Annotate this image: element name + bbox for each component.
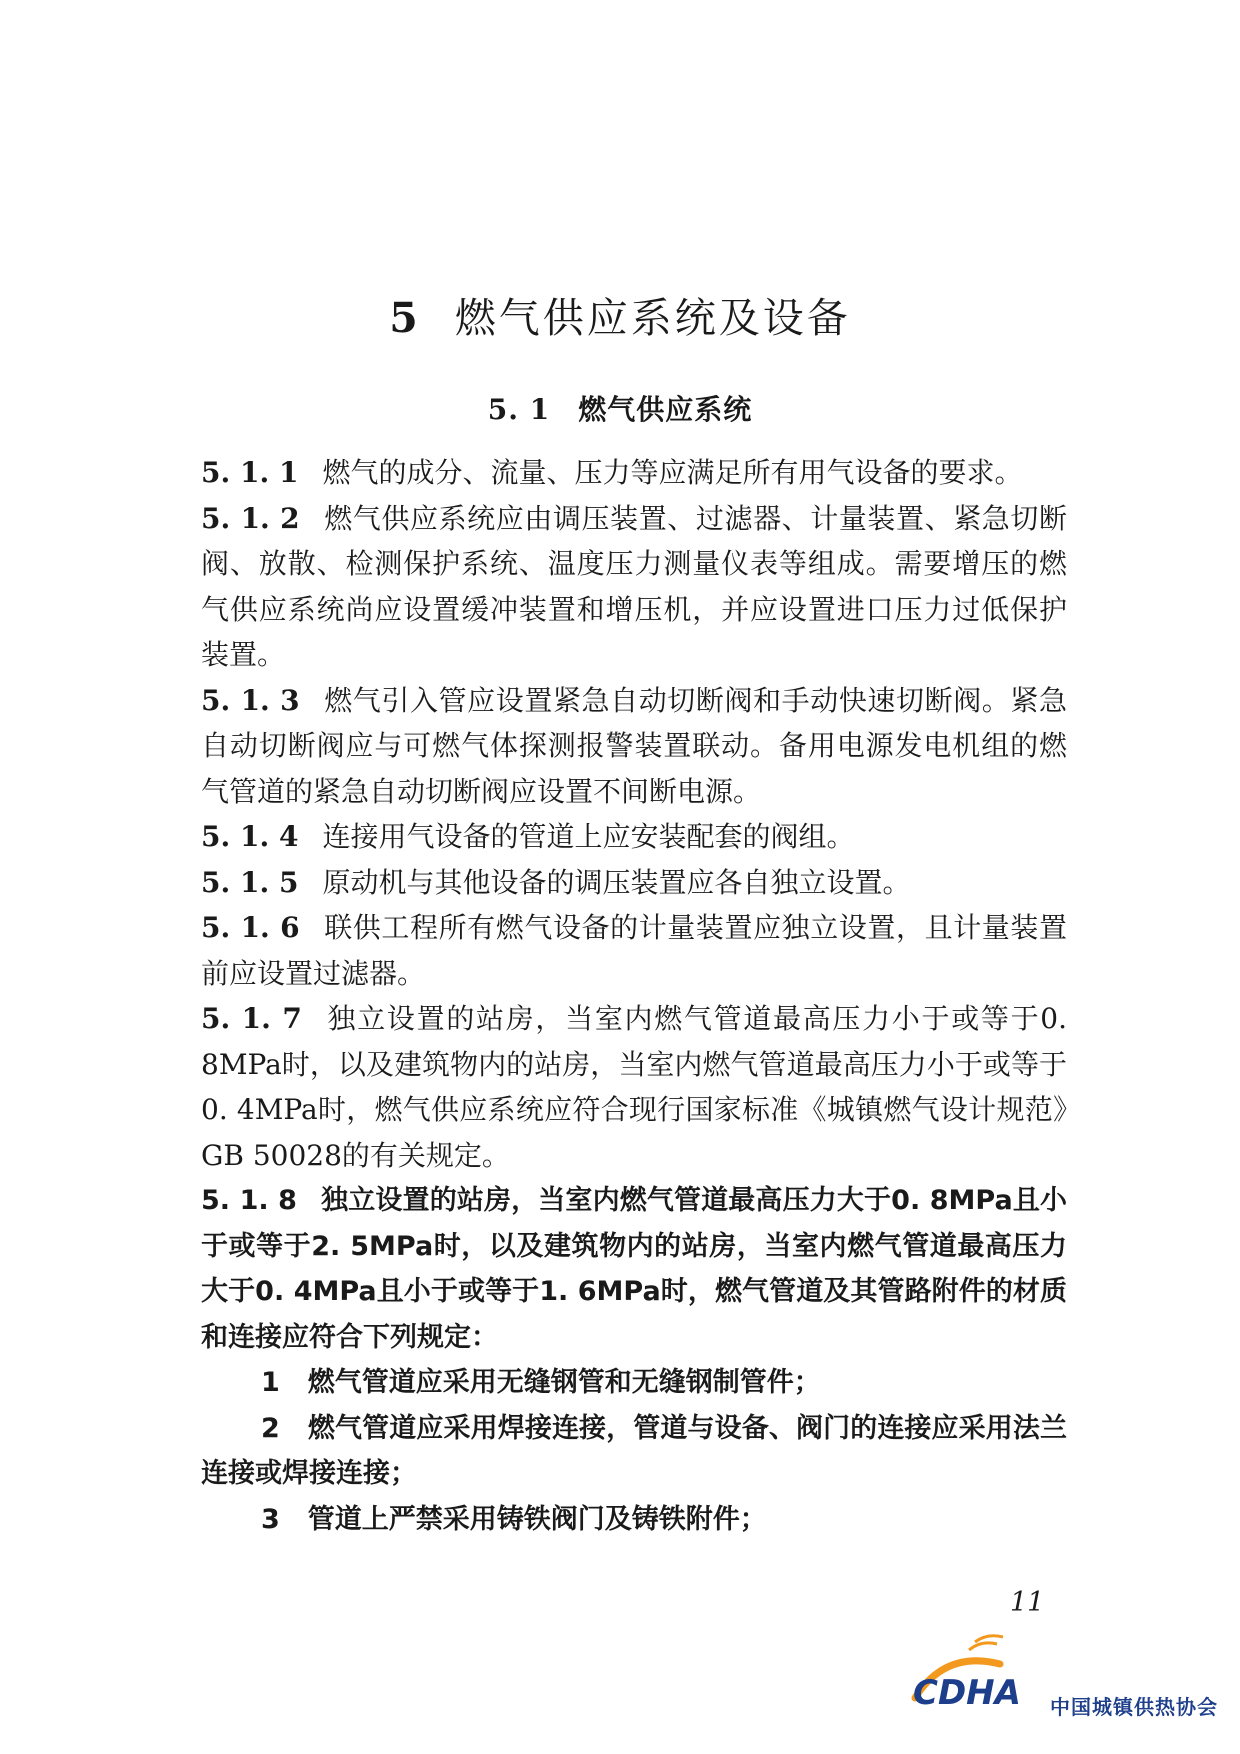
item-text: 燃气管道应采用无缝钢管和无缝钢制管件； bbox=[307, 1367, 821, 1398]
logo-heat-wave-icon bbox=[969, 1643, 997, 1650]
clause-text: 原动机与其他设备的调压装置应各自独立设置。 bbox=[322, 865, 911, 899]
list-item bbox=[201, 1360, 1067, 1406]
clause-number: 5. 1. 6 bbox=[201, 911, 300, 944]
body-text bbox=[201, 450, 1067, 1542]
chapter-number: 5 bbox=[389, 294, 421, 342]
page-number: 11 bbox=[1010, 1587, 1045, 1618]
section-title bbox=[0, 388, 1240, 428]
clause-number: 5. 1. 4 bbox=[201, 820, 299, 853]
clause-number: 5. 1. 7 bbox=[201, 1002, 302, 1035]
clause bbox=[201, 496, 1067, 678]
clause-number: 5. 1. 1 bbox=[201, 456, 299, 489]
chapter-title-text: 燃气供应系统及设备 bbox=[454, 294, 851, 342]
clause-number: 5. 1. 2 bbox=[201, 501, 300, 535]
clause-mandatory bbox=[201, 1178, 1067, 1360]
item-number: 2 bbox=[261, 1412, 280, 1444]
item-text: 管道上严禁采用铸铁阀门及铸铁附件； bbox=[307, 1503, 767, 1535]
chapter-title bbox=[0, 285, 1240, 344]
clause bbox=[201, 905, 1067, 996]
clause-text: 燃气供应系统应由调压装置、过滤器、计量装置、紧急切断阀、放散、检测保护系统、温度压力测量仪表等组成。需要增压的燃气供应系统尚应设置缓冲装置和增压机，并应设置进口压力过低保护装置。 bbox=[201, 501, 1067, 671]
clause bbox=[201, 450, 1067, 496]
clause bbox=[201, 678, 1067, 815]
clause-number: 5. 1. 5 bbox=[201, 865, 299, 899]
clause-number: 5. 1. 8 bbox=[201, 1185, 297, 1216]
clause-text: 燃气引入管应设置紧急自动切断阀和手动快速切断阀。紧急自动切断阀应与可燃气体探测报警装置联动。备用电源发电机组的燃气管道的紧急自动切断阀应设置不间断电源。 bbox=[201, 683, 1067, 808]
clause-text: 燃气的成分、流量、压力等应满足所有用气设备的要求。 bbox=[322, 456, 1023, 489]
clause-text: 独立设置的站房，当室内燃气管道最高压力大于0. 8MPa且小于或等于2. 5MPa时，以及建筑物内的站房，当室内燃气管道最高压力大于0. 4MPa且小于或等于1. 6MPa时，燃气管道及其管路附件的材质和连接应符合下列规定： bbox=[201, 1185, 1067, 1353]
item-number: 3 bbox=[261, 1503, 280, 1535]
item-text: 燃气管道应采用焊接连接，管道与设备、阀门的连接应采用法兰连接或焊接连接； bbox=[201, 1412, 1067, 1489]
clause bbox=[201, 860, 1067, 906]
list-item bbox=[201, 1497, 1067, 1543]
logo-mark-text: CDHA bbox=[913, 1673, 1021, 1710]
clause-number: 5. 1. 3 bbox=[201, 683, 300, 717]
logo-heat-wave-icon bbox=[975, 1636, 1003, 1642]
clause-text: 联供工程所有燃气设备的计量装置应独立设置，且计量装置前应设置过滤器。 bbox=[201, 911, 1067, 990]
item-number: 1 bbox=[261, 1367, 280, 1398]
clause-text: 连接用气设备的管道上应安装配套的阀组。 bbox=[322, 820, 855, 853]
clause bbox=[201, 996, 1067, 1178]
association-name: 中国城镇供热协会 bbox=[1050, 1695, 1218, 1719]
section-title-text: 燃气供应系统 bbox=[578, 393, 753, 426]
list-item bbox=[201, 1406, 1067, 1497]
section-number: 5. 1 bbox=[487, 393, 551, 426]
clause-text: 独立设置的站房，当室内燃气管道最高压力小于或等于0. 8MPa时，以及建筑物内的站房，当室内燃气管道最高压力小于或等于0. 4MPa时，燃气供应系统应符合现行国家标准《城镇燃气设计规范》GB 50028的有关规定。 bbox=[201, 1002, 1067, 1172]
clause bbox=[201, 814, 1067, 860]
